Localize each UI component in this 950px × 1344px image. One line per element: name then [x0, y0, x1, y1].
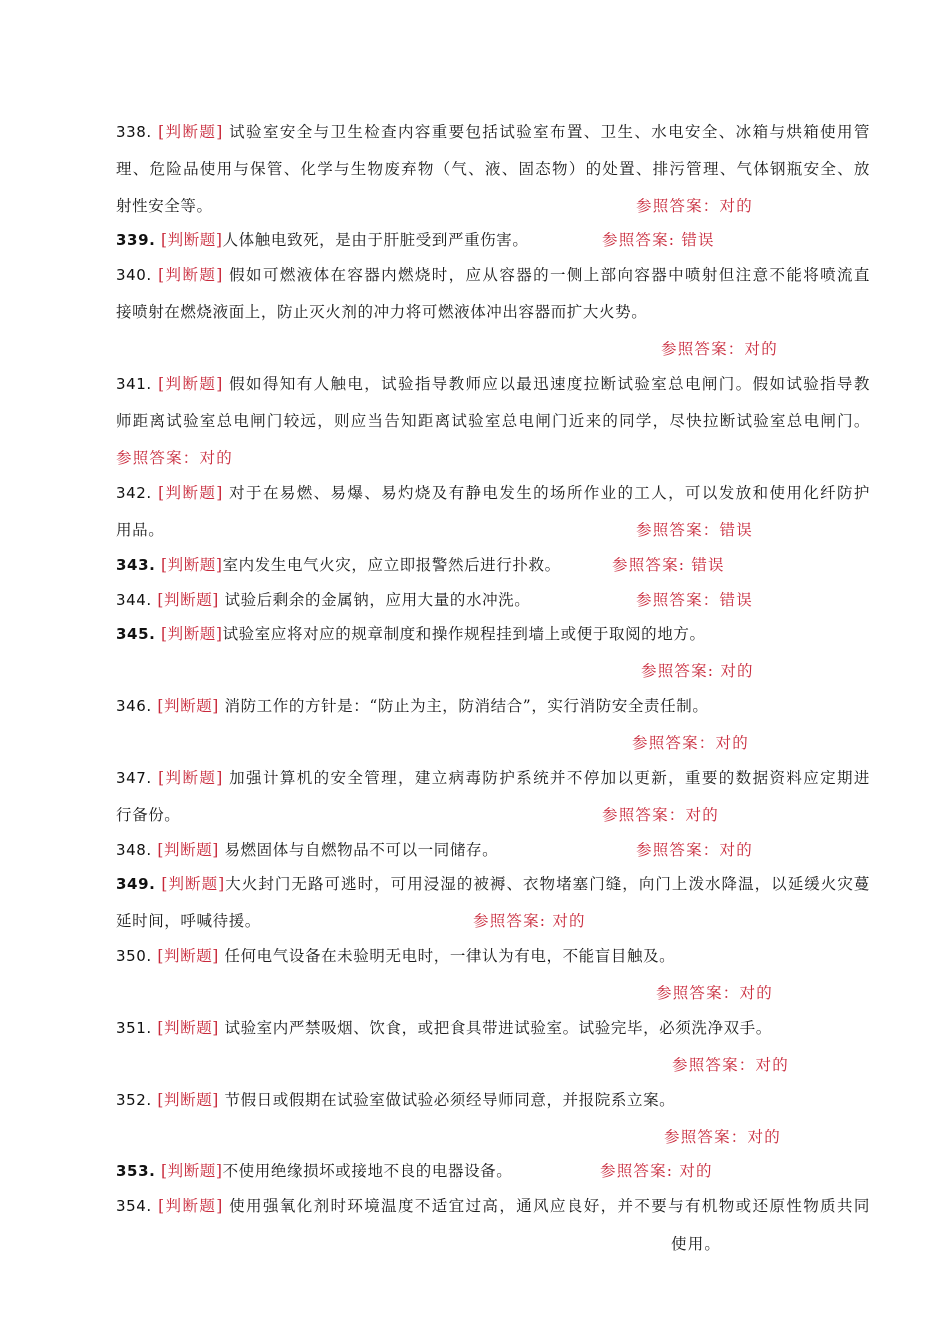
question-type-tag: [判断题] — [157, 1019, 219, 1037]
question-line — [116, 121, 870, 143]
question-number: 352. — [116, 1091, 152, 1109]
reference-answer: 参照答案：错误 — [636, 521, 753, 539]
reference-answer: 参照答案：对的 — [636, 841, 753, 859]
question-text: 行备份。 — [116, 806, 181, 824]
reference-answer: 参照答案: 对的 — [473, 912, 586, 930]
question-number: 339. — [116, 231, 156, 249]
question-text: 假如得知有人触电，试验指导教师应以最迅速度拉断试验室总电闸门。假如试验指导教 — [229, 375, 870, 393]
question-line — [116, 410, 870, 432]
question-line — [116, 229, 870, 251]
question-text: 假如可燃液体在容器内燃烧时，应从容器的一侧上部向容器中喷射但注意不能将喷流直 — [229, 266, 870, 284]
question-text: 接喷射在燃烧液面上，防止灭火剂的冲力将可燃液体冲出容器而扩大火势。 — [116, 303, 648, 321]
question-text: 大火封门无路可逃时，可用浸湿的被褥、衣物堵塞门缝，向门上泼水降温，以延缓火灾蔓 — [224, 875, 870, 893]
question-line — [116, 1160, 870, 1182]
question-text: 任何电气设备在未验明无电时，一律认为有电，不能盲目触及。 — [224, 947, 676, 965]
question-type-tag: [判断题] — [158, 484, 223, 502]
question-number: 349. — [116, 875, 156, 893]
reference-answer: 参照答案：对的 — [661, 340, 778, 358]
question-line — [116, 589, 870, 611]
question-line — [116, 695, 870, 717]
question-number: 350. — [116, 947, 152, 965]
question-text: 人体触电致死，是由于肝脏受到严重伤害。 — [222, 231, 529, 249]
question-number: 353. — [116, 1162, 156, 1180]
reference-answer: 参照答案: 对的 — [641, 662, 754, 680]
question-text: 使用。 — [671, 1235, 722, 1253]
question-text: 试验后剩余的金属钠，应用大量的水冲洗。 — [224, 591, 531, 609]
question-type-tag: [判断题] — [158, 769, 223, 787]
question-line — [116, 945, 870, 967]
question-line — [116, 373, 870, 395]
reference-answer: 参照答案：对的 — [664, 1128, 781, 1146]
question-number: 354. — [116, 1197, 152, 1215]
question-number: 351. — [116, 1019, 152, 1037]
question-line — [116, 158, 870, 180]
question-text: 节假日或假期在试验室做试验必须经导师同意，并报院系立案。 — [224, 1091, 676, 1109]
question-type-tag: [判断题] — [158, 375, 223, 393]
reference-answer: 参照答案：对的 — [656, 984, 773, 1002]
question-number: 338. — [116, 123, 152, 141]
question-type-tag: [判断题] — [157, 1091, 219, 1109]
question-text: 试验室内严禁吸烟、饮食，或把食具带进试验室。试验完毕，必须洗净双手。 — [224, 1019, 772, 1037]
question-type-tag: [判断题] — [158, 266, 223, 284]
question-text: 对于在易燃、易爆、易灼烧及有静电发生的场所作业的工人，可以发放和使用化纤防护 — [229, 484, 870, 502]
question-type-tag: [判断题] — [160, 556, 223, 574]
question-number: 343. — [116, 556, 156, 574]
question-line — [116, 1017, 870, 1039]
question-text: 射性安全等。 — [116, 197, 213, 215]
question-number: 341. — [116, 375, 152, 393]
question-type-tag: [判断题] — [157, 841, 219, 859]
question-text: 试验室应将对应的规章制度和操作规程挂到墙上或便于取阅的地方。 — [222, 625, 706, 643]
question-type-tag: [判断题] — [160, 231, 223, 249]
question-line — [116, 554, 870, 576]
question-text: 加强计算机的安全管理，建立病毒防护系统并不停加以更新，重要的数据资料应定期进 — [229, 769, 870, 787]
question-number: 342. — [116, 484, 152, 502]
question-type-tag: [判断题] — [157, 697, 219, 715]
question-line — [116, 839, 870, 861]
question-text: 消防工作的方针是：“防止为主，防消结合”，实行消防安全责任制。 — [224, 697, 709, 715]
question-number: 345. — [116, 625, 156, 643]
reference-answer: 参照答案：对的 — [672, 1056, 789, 1074]
question-text: 易燃固体与自燃物品不可以一同储存。 — [224, 841, 499, 859]
question-number: 348. — [116, 841, 152, 859]
question-line — [116, 195, 870, 217]
question-number: 344. — [116, 591, 152, 609]
question-text: 师距离试验室总电闸门较远，则应当告知距离试验室总电闸门近来的同学，尽快拉断试验室总电闸门。 — [116, 412, 870, 430]
reference-answer: 参照答案：对的 — [636, 197, 753, 215]
question-number: 340. — [116, 266, 152, 284]
reference-answer: 参照答案: 错误 — [602, 231, 715, 249]
question-line — [116, 519, 870, 541]
question-text: 试验室安全与卫生检查内容重要包括试验室布置、卫生、水电安全、冰箱与烘箱使用管 — [229, 123, 870, 141]
question-text: 用品。 — [116, 521, 165, 539]
question-line — [116, 301, 870, 323]
question-line — [116, 873, 870, 895]
reference-answer: 参照答案: 对的 — [600, 1162, 713, 1180]
question-type-tag: [判断题] — [158, 1197, 223, 1215]
question-type-tag: [判断题] — [158, 123, 223, 141]
question-number: 347. — [116, 769, 152, 787]
question-text: 使用强氧化剂时环境温度不适宜过高，通风应良好，并不要与有机物或还原性物质共同 — [229, 1197, 870, 1215]
question-text: 理、危险品使用与保管、化学与生物废弃物（气、液、固态物）的处置、排污管理、气体钢瓶安全、放 — [116, 160, 870, 178]
question-type-tag: [判断题] — [160, 625, 223, 643]
question-text: 不使用绝缘损坏或接地不良的电器设备。 — [222, 1162, 513, 1180]
question-number: 346. — [116, 697, 152, 715]
reference-answer: 参照答案：错误 — [636, 591, 753, 609]
reference-answer: 参照答案：对的 — [602, 806, 719, 824]
question-line — [116, 1195, 870, 1217]
reference-answer: 参照答案：对的 — [632, 734, 749, 752]
question-type-tag: [判断题] — [157, 947, 219, 965]
question-line — [116, 264, 870, 286]
question-type-tag: [判断题] — [160, 1162, 223, 1180]
question-line — [116, 767, 870, 789]
question-type-tag: [判断题] — [157, 591, 219, 609]
question-line — [116, 804, 870, 826]
question-text: 室内发生电气火灾，应立即报警然后进行扑救。 — [222, 556, 561, 574]
question-line — [116, 623, 870, 645]
question-line — [116, 1089, 870, 1111]
question-type-tag: [判断题] — [161, 875, 225, 893]
reference-answer: 参照答案: 错误 — [612, 556, 725, 574]
question-line — [116, 482, 870, 504]
question-text: 延时间，呼喊待援。 — [116, 912, 261, 930]
reference-answer: 参照答案：对的 — [116, 449, 233, 467]
